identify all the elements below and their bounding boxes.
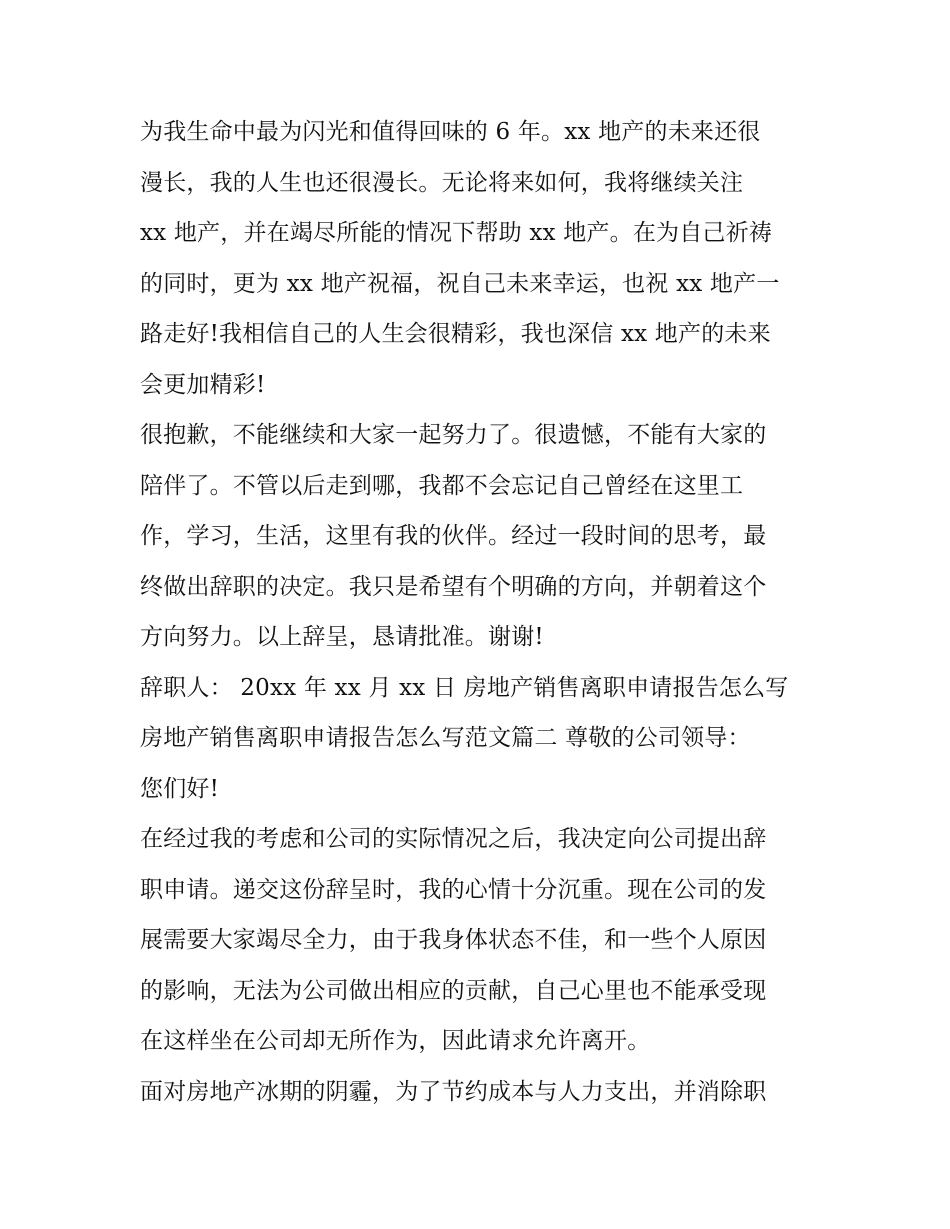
text-line: 会更加精彩!: [140, 371, 266, 398]
text-line: 终做出辞职的决定。我只是希望有个明确的方向，并朝着这个: [140, 573, 767, 600]
text-line: 为我生命中最为闪光和值得回味的 6 年。xx 地产的未来还很: [140, 119, 761, 145]
text-line: xx 地产，并在竭尽所能的情况下帮助 xx 地产。在为自己祈祷: [140, 220, 773, 246]
text-line: 在这样坐在公司却无所作为，因此请求允许离开。: [140, 1028, 651, 1054]
text-line: 的影响，无法为公司做出相应的贡献，自己心里也不能承受现: [140, 977, 767, 1004]
text-line: 陪伴了。不管以后走到哪，我都不会忘记自己曾经在这里工: [140, 472, 744, 499]
text-line: 职申请。递交这份辞呈时，我的心情十分沉重。现在公司的发: [140, 876, 767, 903]
signature-line: 辞职人： 20xx 年 xx 月 xx 日 房地产销售离职申请报告怎么写: [140, 674, 789, 701]
text-line: 面对房地产冰期的阴霾，为了节约成本与人力支出，并消除职: [140, 1078, 767, 1105]
text-line: 在经过我的考虑和公司的实际情况之后，我决定向公司提出辞: [140, 826, 767, 852]
text-line: 作，学习，生活，这里有我的伙伴。经过一段时间的思考，最: [140, 523, 767, 549]
text-line: 漫长，我的人生也还很漫长。无论将来如何，我将继续关注: [140, 169, 744, 196]
document-body: [140, 107, 830, 1117]
text-line: 的同时，更为 xx 地产祝福，祝自己未来幸运，也祝 xx 地产一: [140, 270, 780, 297]
text-line: 很抱歉，不能继续和大家一起努力了。很遗憾，不能有大家的: [140, 422, 767, 448]
text-line: 房地产销售离职申请报告怎么写范文篇二 尊敬的公司领导：: [140, 725, 751, 751]
text-line: 展需要大家竭尽全力，由于我身体状态不佳，和一些个人原因: [140, 927, 767, 953]
greeting-line: 您们好!: [140, 775, 220, 802]
text-line: 路走好!我相信自己的人生会很精彩，我也深信 xx 地产的未来: [140, 321, 771, 347]
text-line: 方向努力。以上辞呈，恳请批准。谢谢!: [140, 624, 544, 650]
